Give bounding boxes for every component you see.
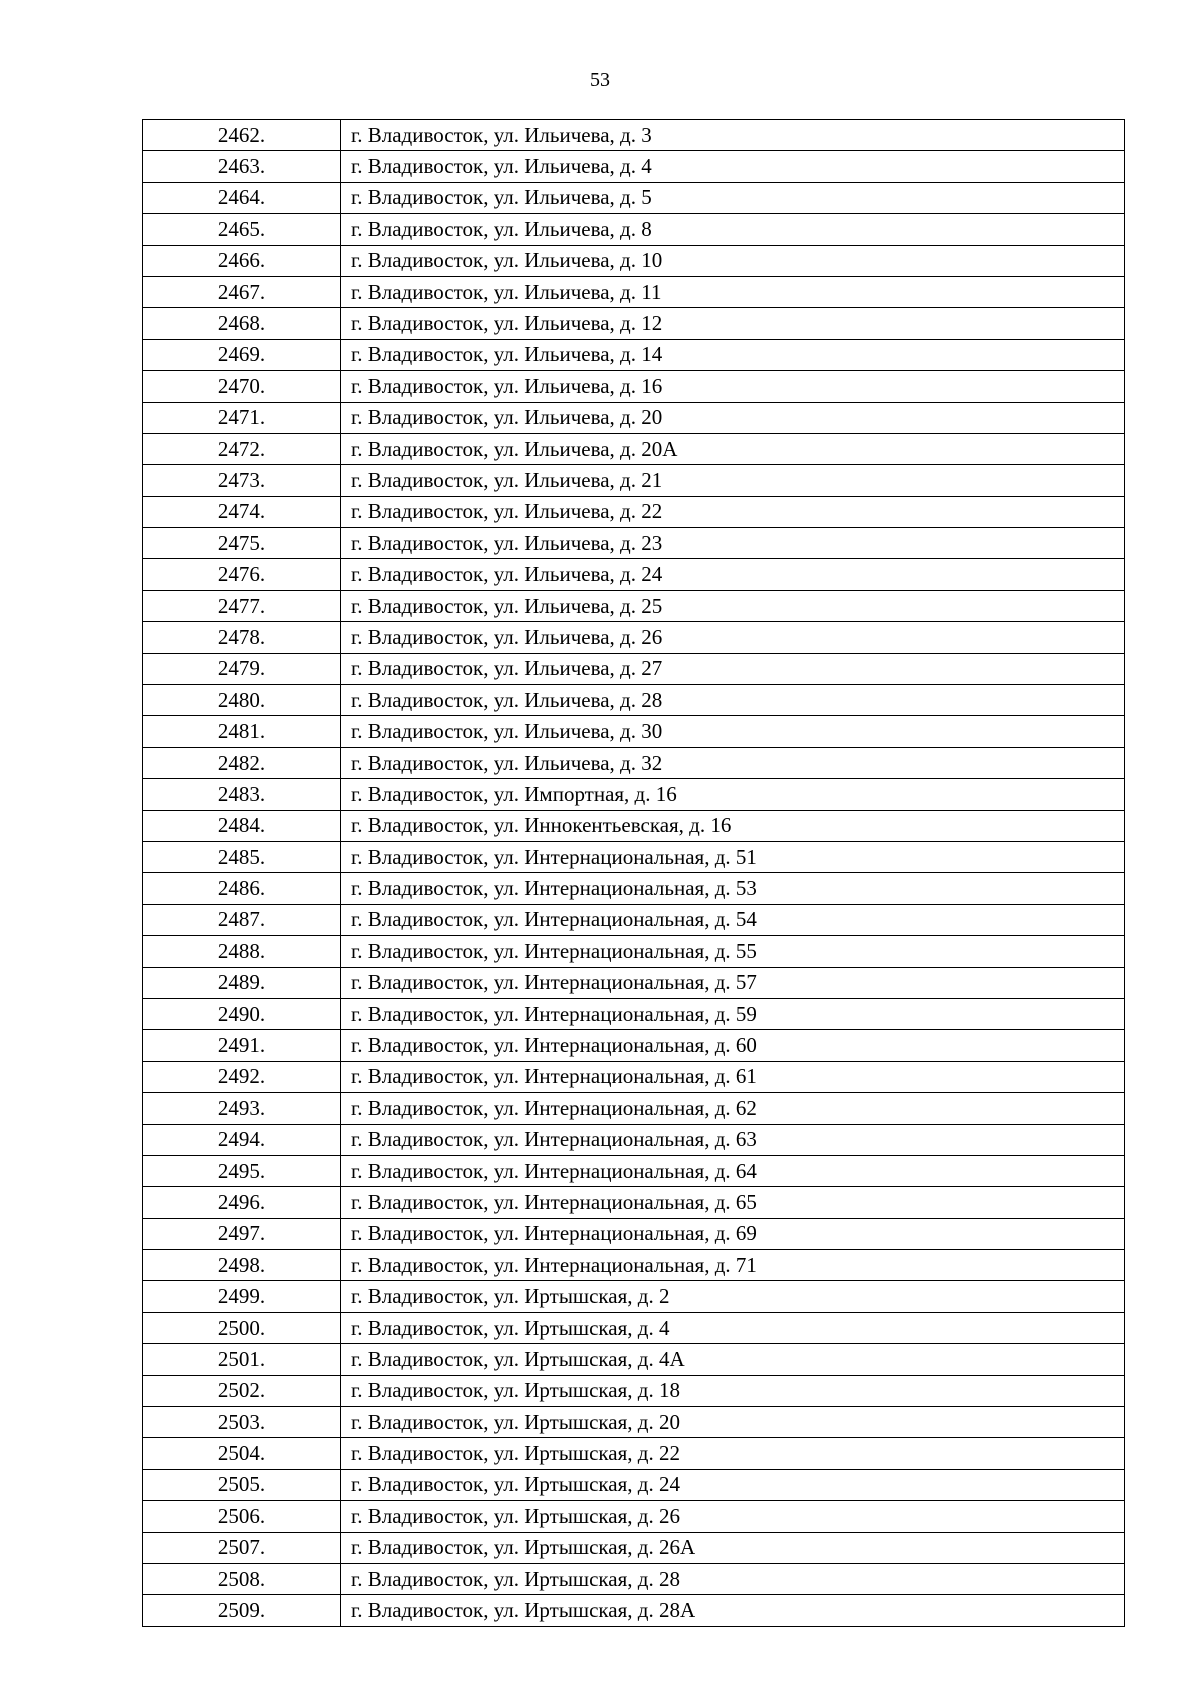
table-row [143, 1250, 1125, 1281]
row-address: г. Владивосток, ул. Иртышская, д. 18 [341, 1375, 1125, 1406]
row-address: г. Владивосток, ул. Интернациональная, д. 60 [341, 1030, 1125, 1061]
row-address: г. Владивосток, ул. Иртышская, д. 28 [341, 1563, 1125, 1594]
row-number: 2497. [143, 1218, 341, 1249]
row-number: 2486. [143, 873, 341, 904]
table-row [143, 810, 1125, 841]
table-row [143, 1124, 1125, 1155]
row-address: г. Владивосток, ул. Ильичева, д. 12 [341, 308, 1125, 339]
row-address: г. Владивосток, ул. Интернациональная, д. 63 [341, 1124, 1125, 1155]
table-row [143, 465, 1125, 496]
row-address: г. Владивосток, ул. Ильичева, д. 32 [341, 747, 1125, 778]
row-address: г. Владивосток, ул. Интернациональная, д. 65 [341, 1187, 1125, 1218]
table-row [143, 182, 1125, 213]
row-number: 2500. [143, 1312, 341, 1343]
table-row [143, 1407, 1125, 1438]
row-number: 2483. [143, 779, 341, 810]
row-number: 2489. [143, 967, 341, 998]
row-number: 2465. [143, 214, 341, 245]
row-address: г. Владивосток, ул. Интернациональная, д. 54 [341, 904, 1125, 935]
row-address: г. Владивосток, ул. Ильичева, д. 20А [341, 433, 1125, 464]
table-row [143, 433, 1125, 464]
row-number: 2506. [143, 1501, 341, 1532]
table-row [143, 528, 1125, 559]
row-address: г. Владивосток, ул. Ильичева, д. 16 [341, 371, 1125, 402]
table-row [143, 120, 1125, 151]
table-row [143, 276, 1125, 307]
row-number: 2475. [143, 528, 341, 559]
table-row [143, 151, 1125, 182]
table-row [143, 1595, 1125, 1626]
table-row [143, 936, 1125, 967]
row-number: 2464. [143, 182, 341, 213]
row-number: 2474. [143, 496, 341, 527]
row-number: 2501. [143, 1344, 341, 1375]
row-address: г. Владивосток, ул. Интернациональная, д. 55 [341, 936, 1125, 967]
address-table [142, 119, 1125, 1627]
row-address: г. Владивосток, ул. Ильичева, д. 14 [341, 339, 1125, 370]
table-row [143, 653, 1125, 684]
row-address: г. Владивосток, ул. Иртышская, д. 20 [341, 1407, 1125, 1438]
table-row [143, 779, 1125, 810]
row-address: г. Владивосток, ул. Ильичева, д. 20 [341, 402, 1125, 433]
row-number: 2480. [143, 685, 341, 716]
row-number: 2487. [143, 904, 341, 935]
table-row [143, 1187, 1125, 1218]
row-number: 2491. [143, 1030, 341, 1061]
row-address: г. Владивосток, ул. Ильичева, д. 25 [341, 590, 1125, 621]
row-number: 2463. [143, 151, 341, 182]
row-address: г. Владивосток, ул. Ильичева, д. 28 [341, 685, 1125, 716]
row-number: 2462. [143, 120, 341, 151]
row-number: 2477. [143, 590, 341, 621]
row-number: 2470. [143, 371, 341, 402]
row-address: г. Владивосток, ул. Ильичева, д. 8 [341, 214, 1125, 245]
row-number: 2505. [143, 1469, 341, 1500]
row-address: г. Владивосток, ул. Иртышская, д. 26 [341, 1501, 1125, 1532]
row-address: г. Владивосток, ул. Интернациональная, д. 69 [341, 1218, 1125, 1249]
row-address: г. Владивосток, ул. Интернациональная, д. 51 [341, 841, 1125, 872]
row-address: г. Владивосток, ул. Интернациональная, д. 64 [341, 1155, 1125, 1186]
row-address: г. Владивосток, ул. Интернациональная, д. 62 [341, 1093, 1125, 1124]
row-address: г. Владивосток, ул. Ильичева, д. 26 [341, 622, 1125, 653]
row-number: 2493. [143, 1093, 341, 1124]
row-address: г. Владивосток, ул. Ильичева, д. 24 [341, 559, 1125, 590]
table-row [143, 873, 1125, 904]
table-row [143, 402, 1125, 433]
row-address: г. Владивосток, ул. Ильичева, д. 3 [341, 120, 1125, 151]
row-address: г. Владивосток, ул. Интернациональная, д. 71 [341, 1250, 1125, 1281]
row-address: г. Владивосток, ул. Интернациональная, д. 53 [341, 873, 1125, 904]
table-row [143, 559, 1125, 590]
table-row [143, 622, 1125, 653]
row-address: г. Владивосток, ул. Ильичева, д. 4 [341, 151, 1125, 182]
row-number: 2466. [143, 245, 341, 276]
row-number: 2504. [143, 1438, 341, 1469]
row-number: 2484. [143, 810, 341, 841]
table-row [143, 904, 1125, 935]
table-row [143, 1218, 1125, 1249]
row-address: г. Владивосток, ул. Иртышская, д. 24 [341, 1469, 1125, 1500]
table-row [143, 1375, 1125, 1406]
table-row [143, 245, 1125, 276]
row-number: 2503. [143, 1407, 341, 1438]
table-row [143, 998, 1125, 1029]
row-number: 2492. [143, 1061, 341, 1092]
row-address: г. Владивосток, ул. Иртышская, д. 28А [341, 1595, 1125, 1626]
table-row [143, 841, 1125, 872]
row-number: 2473. [143, 465, 341, 496]
table-row [143, 1061, 1125, 1092]
row-number: 2482. [143, 747, 341, 778]
row-address: г. Владивосток, ул. Ильичева, д. 5 [341, 182, 1125, 213]
table-row [143, 1155, 1125, 1186]
table-row [143, 308, 1125, 339]
table-row [143, 716, 1125, 747]
row-number: 2467. [143, 276, 341, 307]
table-row [143, 1093, 1125, 1124]
row-address: г. Владивосток, ул. Ильичева, д. 11 [341, 276, 1125, 307]
row-address: г. Владивосток, ул. Иртышская, д. 22 [341, 1438, 1125, 1469]
table-row [143, 1501, 1125, 1532]
table-row [143, 496, 1125, 527]
row-number: 2481. [143, 716, 341, 747]
row-address: г. Владивосток, ул. Иртышская, д. 26А [341, 1532, 1125, 1563]
row-number: 2495. [143, 1155, 341, 1186]
table-row [143, 1563, 1125, 1594]
row-number: 2478. [143, 622, 341, 653]
row-number: 2469. [143, 339, 341, 370]
row-number: 2509. [143, 1595, 341, 1626]
page-number: 53 [590, 69, 610, 91]
row-address: г. Владивосток, ул. Ильичева, д. 22 [341, 496, 1125, 527]
row-address: г. Владивосток, ул. Интернациональная, д. 59 [341, 998, 1125, 1029]
row-number: 2498. [143, 1250, 341, 1281]
table-row [143, 685, 1125, 716]
table-row [143, 1344, 1125, 1375]
table-row [143, 967, 1125, 998]
table-row [143, 747, 1125, 778]
address-table-body [143, 120, 1125, 1627]
row-number: 2485. [143, 841, 341, 872]
table-row [143, 1312, 1125, 1343]
row-number: 2472. [143, 433, 341, 464]
row-address: г. Владивосток, ул. Ильичева, д. 30 [341, 716, 1125, 747]
row-address: г. Владивосток, ул. Интернациональная, д. 61 [341, 1061, 1125, 1092]
row-number: 2468. [143, 308, 341, 339]
table-row [143, 339, 1125, 370]
row-number: 2499. [143, 1281, 341, 1312]
row-number: 2494. [143, 1124, 341, 1155]
row-number: 2479. [143, 653, 341, 684]
table-row [143, 1532, 1125, 1563]
row-address: г. Владивосток, ул. Иртышская, д. 2 [341, 1281, 1125, 1312]
table-row [143, 590, 1125, 621]
row-address: г. Владивосток, ул. Интернациональная, д. 57 [341, 967, 1125, 998]
row-address: г. Владивосток, ул. Ильичева, д. 10 [341, 245, 1125, 276]
row-number: 2471. [143, 402, 341, 433]
row-address: г. Владивосток, ул. Импортная, д. 16 [341, 779, 1125, 810]
table-row [143, 371, 1125, 402]
table-row [143, 1030, 1125, 1061]
row-address: г. Владивосток, ул. Иннокентьевская, д. 16 [341, 810, 1125, 841]
table-row [143, 1438, 1125, 1469]
row-number: 2496. [143, 1187, 341, 1218]
row-number: 2490. [143, 998, 341, 1029]
row-address: г. Владивосток, ул. Ильичева, д. 27 [341, 653, 1125, 684]
table-row [143, 1469, 1125, 1500]
table-row [143, 214, 1125, 245]
row-address: г. Владивосток, ул. Иртышская, д. 4А [341, 1344, 1125, 1375]
row-address: г. Владивосток, ул. Иртышская, д. 4 [341, 1312, 1125, 1343]
row-number: 2508. [143, 1563, 341, 1594]
row-number: 2502. [143, 1375, 341, 1406]
row-address: г. Владивосток, ул. Ильичева, д. 23 [341, 528, 1125, 559]
row-number: 2476. [143, 559, 341, 590]
row-address: г. Владивосток, ул. Ильичева, д. 21 [341, 465, 1125, 496]
table-row [143, 1281, 1125, 1312]
row-number: 2507. [143, 1532, 341, 1563]
row-number: 2488. [143, 936, 341, 967]
